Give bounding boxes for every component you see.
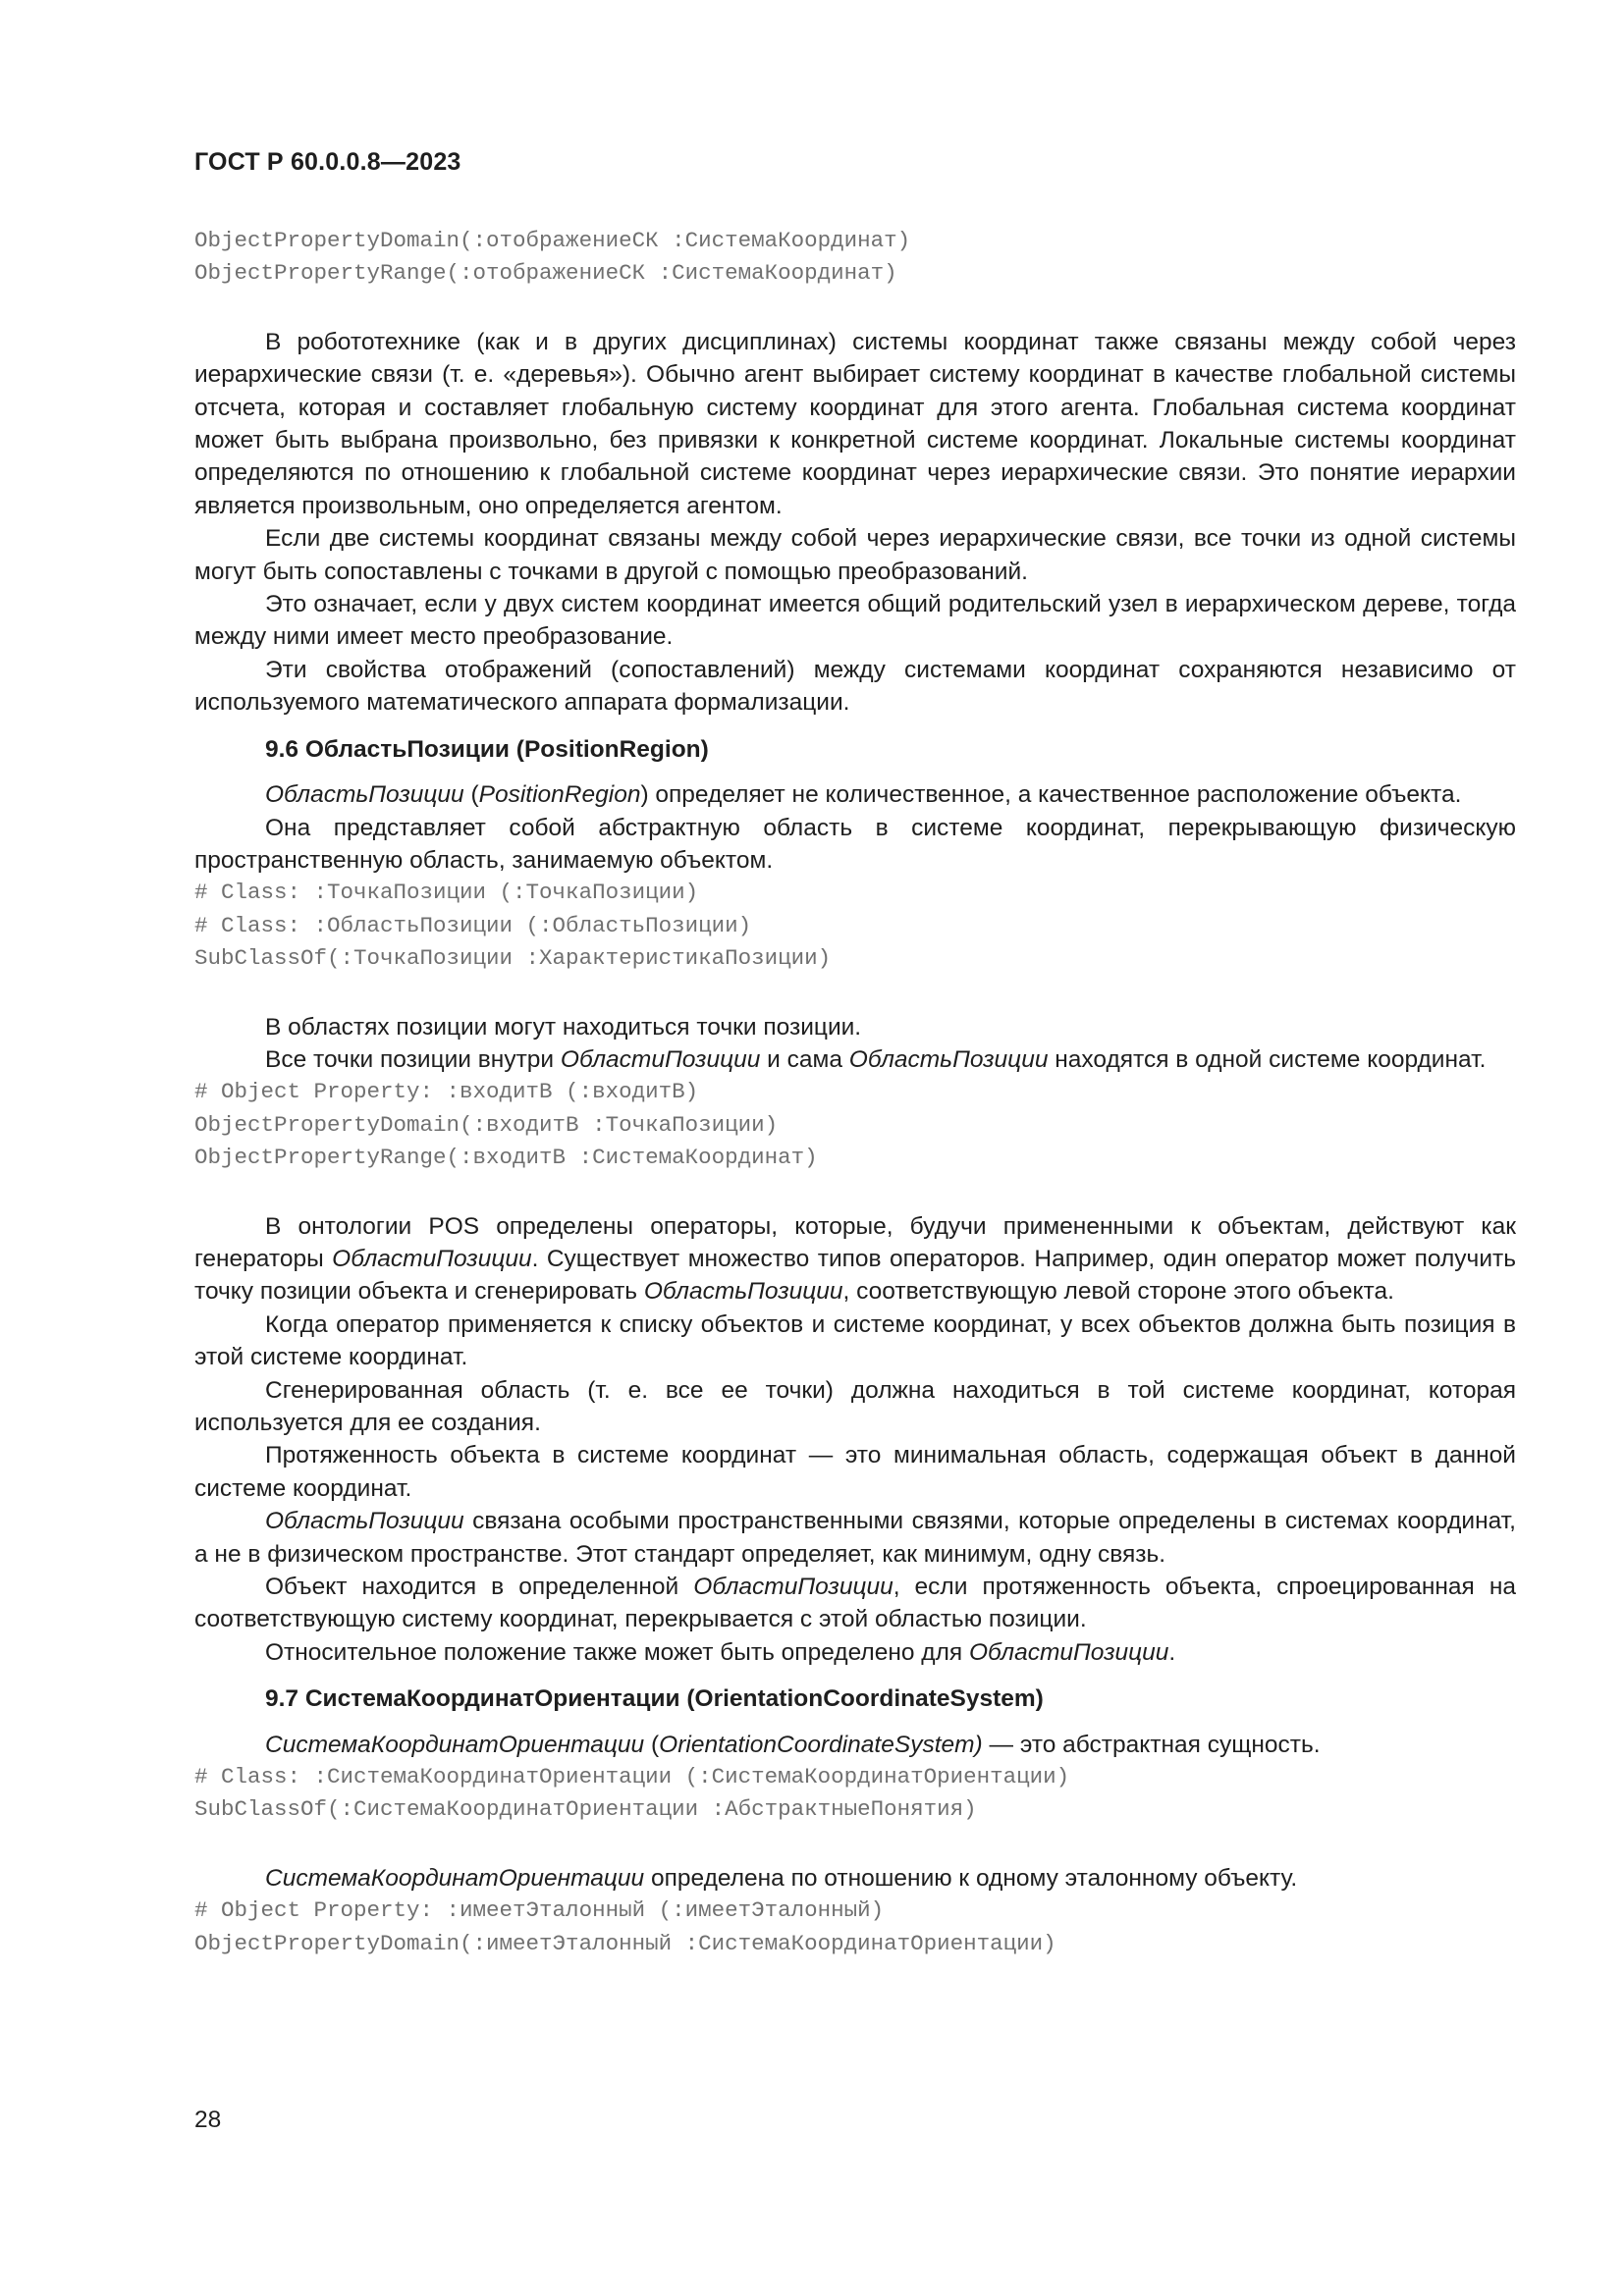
paragraph: Все точки позиции внутри ОбластиПозиции и сама ОбластьПозиции находятся в одной системе координат. <box>265 1045 1487 1073</box>
term: OrientationCoordinateSystem) <box>659 1731 983 1758</box>
paragraph: Если две системы координат связаны между собой через иерархические связи, все точки из одной системы могут быть сопоставлены с точками в другой с помощью преобразований. <box>194 525 1516 585</box>
code-line: # Object Property: :входитВ (:входитВ) <box>194 1079 699 1105</box>
section-heading: 9.7 СистемаКоординатОриентации (OrientationCoordinateSystem) <box>265 1685 1044 1713</box>
page-number: 28 <box>194 2107 222 2133</box>
page-content <box>194 225 1516 1960</box>
code-block <box>194 1895 1516 1960</box>
term: ОбластиПозиции <box>560 1045 761 1073</box>
paragraph: Это означает, если у двух систем координат имеется общий родительский узел в иерархическом дереве, тогда между ними имеет место преобразование. <box>194 591 1516 651</box>
paragraph: СистемаКоординатОриентации определена по отношению к одному эталонному объекту. <box>265 1864 1298 1892</box>
code-block <box>194 1761 1516 1827</box>
paragraph: Она представляет собой абстрактную область в системе координат, перекрывающую физическую пространственную область, занимаемую объектом. <box>194 814 1516 874</box>
paragraph: ОбластьПозиции (PositionRegion) определяет не количественное, а качественное расположение объекта. <box>265 781 1462 809</box>
term: ОбластиПозиции <box>968 1638 1169 1666</box>
paragraph: Сгенерированная область (т. е. все ее точки) должна находиться в той системе координат, которая используется для ее создания. <box>194 1376 1516 1436</box>
code-line: SubClassOf(:ТочкаПозиции :ХарактеристикаПозиции) <box>194 945 832 972</box>
term: ОбластьПозиции <box>265 781 464 809</box>
code-line: SubClassOf(:СистемаКоординатОриентации :АбстрактныеПонятия) <box>194 1796 977 1823</box>
paragraph: Относительное положение также может быть определено для ОбластиПозиции. <box>265 1638 1176 1666</box>
term: ОбластьПозиции <box>265 1508 464 1535</box>
paragraph: ОбластьПозиции связана особыми пространственными связями, которые определены в системах координат, а не в физическом пространстве. Этот стандарт определяет, как минимум, одну связь. <box>194 1508 1516 1568</box>
document-header: ГОСТ Р 60.0.0.8—2023 <box>194 148 461 176</box>
code-block <box>194 877 1516 975</box>
code-line: ObjectPropertyRange(:входитВ :СистемаКоординат) <box>194 1145 818 1171</box>
paragraph: В робототехнике (как и в других дисциплинах) системы координат также связаны между собой через иерархические связи (т. е. «деревья»). Обычно агент выбирает систему координат в качестве глобальной системы отсчета, которая и составляет глобальную систему координат для этого агента. Глобальная система координат может быть выбрана произвольно, без привязки к конкретной системе координат. Локальные системы координат определяются по отношению к глобальной системе координат через иерархические связи. Это понятие иерархии является произвольным, оно определяется агентом. <box>194 328 1516 519</box>
paragraph: В областях позиции могут находиться точки позиции. <box>265 1013 862 1041</box>
paragraph: Объект находится в определенной ОбластиПозиции, если протяженность объекта, спроецированная на соответствующую систему координат, перекрывается с этой областью позиции. <box>194 1574 1516 1633</box>
code-block <box>194 1076 1516 1174</box>
term: СистемаКоординатОриентации <box>265 1731 645 1758</box>
code-line: ObjectPropertyDomain(:входитВ :ТочкаПозиции) <box>194 1111 779 1138</box>
paragraph: Протяженность объекта в системе координат — это минимальная область, содержащая объект в данной системе координат. <box>194 1442 1516 1502</box>
code-line: ObjectPropertyDomain(:имеетЭталонный :СистемаКоординатОриентации) <box>194 1930 1056 1956</box>
paragraph: Когда оператор применяется к списку объектов и системе координат, у всех объектов должна быть позиция в этой системе координат. <box>194 1310 1516 1371</box>
code-line: ObjectPropertyDomain(:отображениеСК :СистемаКоординат) <box>194 228 911 253</box>
code-line: # Object Property: :имеетЭталонный (:имеетЭталонный) <box>194 1897 885 1924</box>
code-line: # Class: :ОбластьПозиции (:ОбластьПозиции) <box>194 912 752 938</box>
code-line: # Class: :СистемаКоординатОриентации (:СистемаКоординатОриентации) <box>194 1764 1070 1790</box>
term: ОбластьПозиции <box>848 1045 1049 1073</box>
term: ОбластиПозиции <box>693 1574 893 1601</box>
term: ОбластиПозиции <box>332 1245 532 1272</box>
term: ОбластьПозиции <box>643 1278 843 1306</box>
code-block <box>194 225 1516 291</box>
code-line: ObjectPropertyRange(:отображениеСК :СистемаКоординат) <box>194 260 897 287</box>
paragraph: В онтологии POS определены операторы, которые, будучи примененными к объектам, действуют как генераторы ОбластиПозиции. Существует множество типов операторов. Например, один оператор может получить точку позиции объекта и сгенерировать ОбластьПозиции, соответствующую левой стороне этого объекта. <box>194 1212 1516 1306</box>
paragraph: Эти свойства отображений (сопоставлений) между системами координат сохраняются независимо от используемого математического аппарата формализации. <box>194 656 1516 717</box>
paragraph: СистемаКоординатОриентации (OrientationCoordinateSystem) — это абстрактная сущность. <box>265 1731 1321 1758</box>
term: СистемаКоординатОриентации <box>265 1864 645 1892</box>
code-line: # Class: :ТочкаПозиции (:ТочкаПозиции) <box>194 880 699 906</box>
term: PositionRegion <box>478 781 641 809</box>
section-heading: 9.6 ОбластьПозиции (PositionRegion) <box>265 735 709 763</box>
